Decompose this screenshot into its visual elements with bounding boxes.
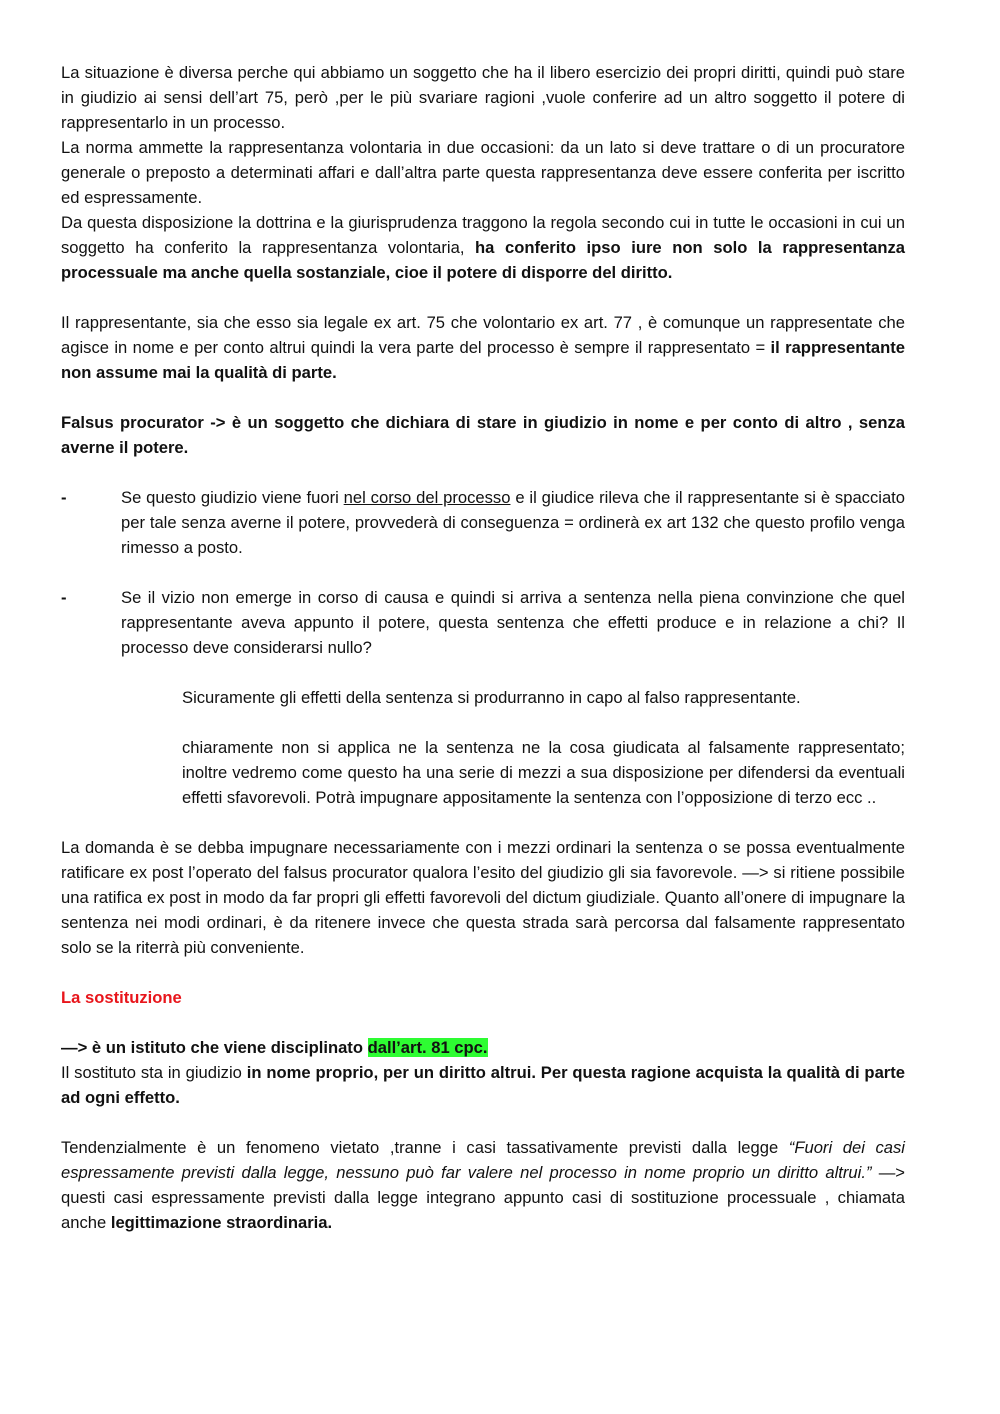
list-item [61,585,905,660]
paragraph-domanda: La domanda è se debba impugnare necessariamente con i mezzi ordinari la sentenza o se possa eventualmente ratificare ex post l’operato del falsus procurator qualora l’esito del giudizio gli sia favorevole. —> si ritiene possibile una ratifica ex post in modo da far propri gli effetti favorevoli del dictum giudiziale. Quanto all’onere di impugnare la sentenza nei modi ordinari, è da ritenere invece che questa strada sarà percorsa dal falsamente rappresentato solo se la riterrà più conveniente. [61,838,905,957]
heading-text: La sostituzione [61,988,182,1007]
bold-text: ha conferito ipso iure non solo la rappresentanza processuale ma anche quella sostanziale, cioe il potere di disporre del diritto. [61,238,905,282]
list-item [61,485,905,560]
bold-text: il rappresentante non assume mai la qualità di parte. [61,338,905,382]
italic-quote: “Fuori dei casi espressamente previsti dalla legge, nessuno può far valere nel processo in nome proprio un diritto altrui.” [61,1138,905,1182]
text-span: Il sostituto sta in giudizio [61,1063,247,1082]
bold-text: —> è un istituto che viene disciplinato [61,1038,368,1057]
bold-text: in nome proprio, per un diritto altrui. Per questa ragione acquista la qualità di parte ad ogni effetto. [61,1063,906,1107]
bold-text: Falsus procurator -> è un soggetto che dichiara di stare in giudizio in nome e per conto di altro , senza averne il potere. [61,413,905,457]
bullet-dash: - [61,588,67,607]
highlighted-text: dall’art. 81 cpc. [367,1038,488,1057]
text-span: Se questo giudizio viene fuori [121,488,344,507]
paragraph-norma: La norma ammette la rappresentanza volontaria in due occasioni: da un lato si deve trattare o di un procuratore generale o preposto a determinati affari e dall’altra parte questa rappresentanza deve essere conferita per iscritto ed espressamente. [61,138,905,207]
paragraph-rappresentante [61,310,905,385]
text-span: Tendenzialmente è un fenomeno vietato ,tranne i casi tassativamente previsti dalla legge [61,1138,789,1157]
text-span: —> questi casi espressamente previsti dalla legge integrano appunto casi di sostituzione processuale , chiamata anche [61,1163,905,1232]
document-page [61,60,905,1235]
indented-paragraph: Sicuramente gli effetti della sentenza si produrranno in capo al falso rappresentante. [182,688,801,707]
paragraph-falsus-procurator [61,410,905,460]
paragraph-istituto [61,1035,905,1060]
bullet-dash: - [61,488,67,507]
text-span: e il giudice rileva che il rappresentante si è spacciato per tale senza averne il potere, provvederà di conseguenza = ordinerà ex art 132 che questo profilo venga rimesso a posto. [121,488,906,557]
paragraph-volontaria-intro: La situazione è diversa perche qui abbiamo un soggetto che ha il libero esercizio dei propri diritti, quindi può stare in giudizio ai sensi dell’art 75, però ,per le più svariare ragioni ,vuole conferire ad un altro soggetto il potere di rappresentarlo in un processo. [61,63,905,132]
bold-text: legittimazione straordinaria. [110,1213,333,1232]
indented-paragraph: chiaramente non si applica ne la sentenza ne la cosa giudicata al falsamente rappresentato; inoltre vedremo come questo ha una serie di mezzi a sua disposizione per difendersi da eventuali effetti sfavorevoli. Potrà impugnare appositamente la sentenza con l’opposizione di terzo ecc .. [182,738,905,807]
paragraph-tendenzialmente [61,1135,905,1235]
text-span: Il rappresentante, sia che esso sia legale ex art. 75 che volontario ex art. 77 , è comunque un rappresentate che agisce in nome e per conto altrui quindi la vera parte del processo è sempre il rappresentato = [61,313,905,357]
paragraph-sostituto [61,1060,905,1110]
section-heading [61,985,905,1010]
text-span: Da questa disposizione la dottrina e la giurisprudenza traggono la regola secondo cui in tutte le occasioni in cui un soggetto ha conferito la rappresentanza volontaria, [61,213,905,257]
text-span: Se il vizio non emerge in corso di causa e quindi si arriva a sentenza nella piena convinzione che quel rappresentante aveva appunto il potere, questa sentenza che effetti produce e in relazione a chi? Il processo deve considerarsi nullo? [121,588,905,657]
paragraph-dottrina [61,210,905,285]
underlined-text: nel corso del processo [343,488,511,507]
